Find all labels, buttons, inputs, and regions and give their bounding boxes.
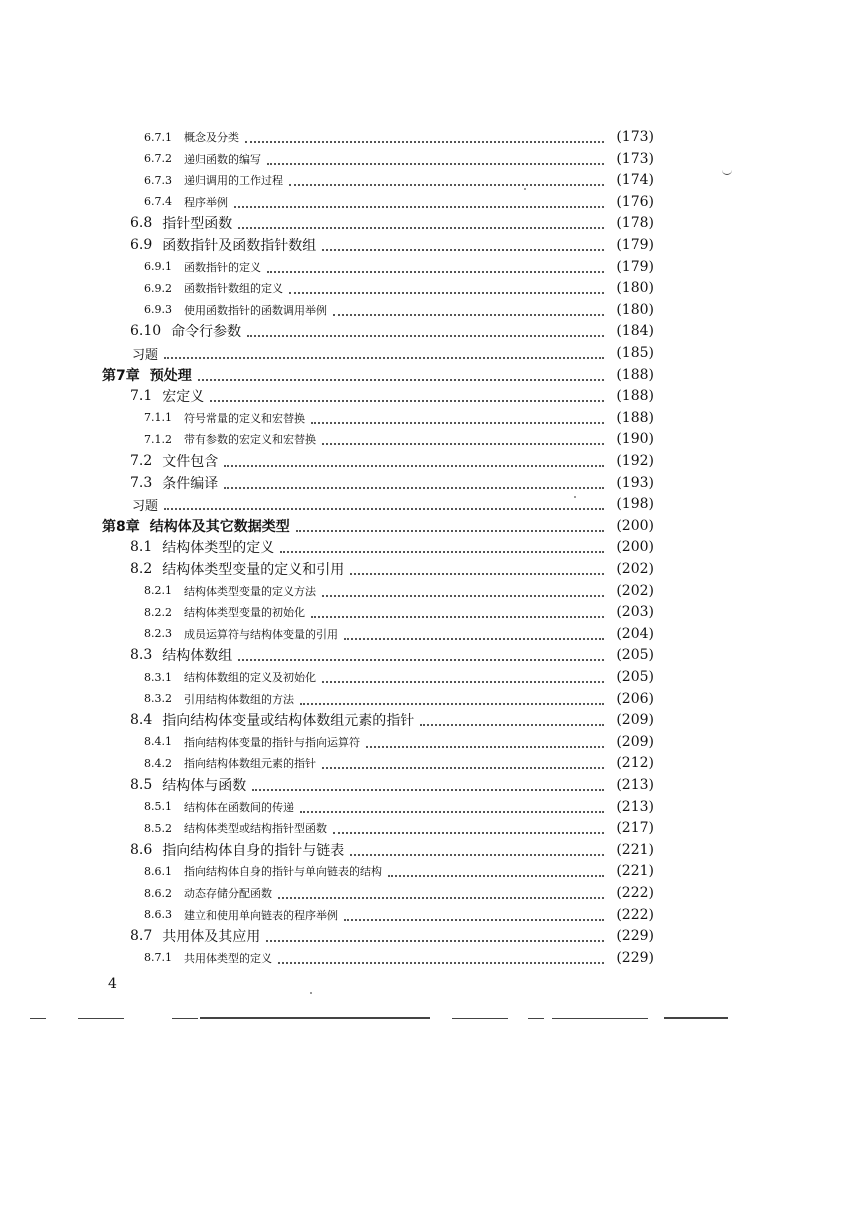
toc-entry-number: 8.6.1: [144, 864, 172, 878]
toc-entry: [0, 493, 860, 515]
toc-entry-title: 建立和使用单向链表的程序举例: [184, 908, 338, 922]
toc-entry-number: 8.7: [130, 928, 153, 945]
dot-leader: [245, 141, 604, 143]
toc-entry-number: 6.9.2: [144, 281, 172, 295]
toc-entry: [0, 774, 860, 796]
dot-leader: [322, 249, 604, 251]
toc-entry-page: (222): [616, 885, 654, 901]
toc-entry-page: (188): [616, 388, 654, 405]
dot-leader: [322, 595, 604, 597]
toc-entry-number: 8.5.2: [144, 821, 172, 835]
toc-entry-page: (229): [616, 949, 654, 966]
toc-entry: [0, 342, 860, 364]
toc-entry: [0, 839, 860, 861]
toc-entry-number: 6.7.4: [144, 195, 172, 209]
scan-line: [200, 1017, 430, 1019]
toc-entry: [0, 234, 860, 256]
toc-entry-page: (229): [616, 928, 654, 945]
scan-line: [78, 1018, 124, 1019]
toc-entry-page: (203): [616, 604, 654, 621]
toc-entry-number: 8.2.2: [144, 605, 172, 619]
dot-leader: [164, 508, 604, 510]
toc-entry-page: (206): [616, 690, 654, 707]
toc-entry-page: (185): [616, 345, 654, 361]
toc-entry-number: 8.4: [130, 712, 153, 729]
toc-entry-number: 7.2: [130, 453, 153, 469]
toc-entry-title: 递归函数的编写: [184, 152, 261, 166]
toc-entry-page: (205): [616, 669, 654, 685]
toc-entry: [0, 191, 860, 213]
toc-entry-page: (179): [616, 258, 654, 275]
toc-entry-number: 6.7.3: [144, 173, 172, 187]
dot-leader: [350, 573, 604, 575]
toc-entry-page: (188): [616, 409, 654, 426]
toc-entry: [0, 407, 860, 429]
toc-entry: [0, 536, 860, 558]
toc-entry-title: 指向结构体自身的指针与单向链表的结构: [184, 865, 382, 879]
toc-entry-page: (190): [616, 431, 654, 448]
toc-entry-page: (193): [616, 474, 654, 491]
toc-entry: [0, 212, 860, 234]
toc-entry-page: (178): [616, 215, 654, 232]
toc-entry-page: (180): [616, 280, 654, 297]
toc-entry-page: (173): [616, 129, 654, 145]
toc-entry-page: (179): [616, 237, 654, 253]
dot-leader: [266, 940, 604, 942]
dot-leader: [300, 811, 604, 813]
toc-entry-number: 8.3.1: [144, 670, 172, 684]
toc-entry-page: (221): [616, 863, 654, 880]
toc-entry-title: 指向结构体数组元素的指针: [184, 757, 316, 771]
toc-entry-number: 7.1.2: [144, 432, 172, 446]
dot-leader: [267, 271, 604, 273]
toc-entry: [0, 472, 860, 494]
toc-entry-page: (200): [616, 539, 654, 556]
toc-entry-number: 8.2.1: [144, 584, 172, 598]
toc-entry-page: (222): [616, 906, 654, 923]
toc-entry-title: 动态存储分配函数: [184, 887, 272, 900]
toc-entry-page: (221): [616, 841, 654, 858]
toc-entry-number: 第7章: [102, 367, 140, 384]
toc-entry: [0, 558, 860, 580]
toc-entry-title: 函数指针的定义: [184, 260, 261, 274]
toc-entry-page: (180): [616, 301, 654, 318]
scan-line: [664, 1017, 728, 1019]
toc-entry-title: 递归调用的工作过程: [184, 174, 283, 188]
toc-entry-title: 结构体类型变量的初始化: [184, 606, 305, 620]
toc-entry-number: 8.4.2: [144, 756, 172, 770]
toc-entry-page: (209): [616, 733, 654, 750]
toc-entry-title: 结构体类型变量的定义方法: [184, 584, 316, 598]
toc-entry-number: 6.7.2: [144, 152, 172, 166]
toc-entry-page: (202): [616, 582, 654, 599]
dot-leader: [344, 638, 604, 640]
toc-entry-number: 7.1: [130, 388, 153, 405]
toc-entry-number: 6.9.3: [144, 303, 172, 317]
toc-entry-number: 6.9.1: [144, 260, 172, 274]
toc-entry-title: 结构体及其它数据类型: [149, 518, 290, 535]
toc-entry-number: 8.6.2: [144, 886, 172, 900]
toc-entry: [0, 601, 860, 623]
toc-entry-number: 7.1.1: [144, 411, 172, 425]
toc-entry-page: (174): [616, 172, 654, 189]
scan-speck: [574, 496, 576, 498]
toc-entry-page: (176): [616, 193, 654, 210]
toc-entry-title: 共用体类型的定义: [184, 951, 272, 965]
toc-entry-number: 6.9: [130, 237, 153, 253]
toc-entry-title: 条件编译: [162, 475, 219, 492]
toc-entry-title: 成员运算符与结构体变量的引用: [184, 627, 338, 641]
toc-entry-title: 共用体及其应用: [162, 929, 261, 946]
dot-leader: [289, 184, 604, 186]
dot-leader: [322, 767, 604, 769]
toc-entry: [0, 364, 860, 386]
dot-leader: [252, 789, 604, 791]
toc-entry-page: (217): [616, 820, 654, 837]
scan-line: [452, 1018, 508, 1019]
toc-entry-title: 指向结构体变量或结构体数组元素的指针: [162, 713, 415, 730]
dot-leader: [247, 335, 604, 337]
toc-entry-number: 8.1: [130, 539, 153, 556]
toc-entry-page: (173): [616, 150, 654, 167]
toc-entry: [0, 796, 860, 818]
dot-leader: [296, 530, 604, 532]
toc-entry-title: 程序举例: [184, 195, 228, 209]
toc-entry: [0, 925, 860, 947]
toc-entry: [0, 320, 860, 342]
dot-leader: [267, 163, 604, 165]
dot-leader: [238, 659, 604, 661]
dot-leader: [322, 681, 604, 683]
dot-leader: [420, 724, 604, 726]
toc-entry: [0, 752, 860, 774]
toc-entry-title: 符号常量的定义和宏替换: [184, 411, 305, 425]
toc-entry-title: 习题: [132, 347, 159, 363]
scan-speck: [524, 188, 526, 190]
toc-entry: [0, 817, 860, 839]
toc-entry-number: 8.7.1: [144, 951, 172, 965]
toc-entry-title: 预处理: [149, 367, 192, 384]
toc-entry: [0, 580, 860, 602]
toc-entry: [0, 623, 860, 645]
dot-leader: [311, 616, 604, 618]
toc-entry-page: (188): [616, 366, 654, 383]
toc-entry-title: 结构体类型或结构指针型函数: [184, 822, 327, 836]
dot-leader: [366, 746, 604, 748]
dot-leader: [224, 487, 604, 489]
toc-entry: [0, 947, 860, 969]
dot-leader: [210, 400, 604, 402]
dot-leader: [300, 703, 604, 705]
toc-entry-number: 6.8: [130, 215, 153, 232]
toc-entry-title: 指向结构体变量的指针与指向运算符: [184, 735, 360, 749]
toc-entry-title: 指针型函数: [162, 216, 233, 233]
toc-entry-title: 函数指针及函数指针数组: [162, 238, 317, 254]
toc-entry-title: 结构体在函数间的传递: [184, 800, 294, 814]
toc-entry: [0, 385, 860, 407]
toc-entry: [0, 666, 860, 688]
toc-entry-title: 结构体数组的定义及初始化: [184, 671, 316, 684]
toc-entry-title: 结构体类型变量的定义和引用: [162, 562, 345, 578]
dot-leader: [224, 465, 604, 467]
toc-entry-title: 带有参数的宏定义和宏替换: [184, 433, 316, 447]
toc-entry: [0, 299, 860, 321]
toc-entry-page: (198): [616, 496, 654, 513]
toc-entry: [0, 515, 860, 537]
toc-entry: [0, 428, 860, 450]
toc-entry-title: 结构体数组: [162, 648, 233, 665]
toc-entry-title: 习题: [132, 498, 159, 514]
toc-entry-title: 使用函数指针的函数调用举例: [184, 303, 327, 317]
toc-entry-number: 7.3: [130, 474, 153, 491]
dot-leader: [234, 206, 604, 208]
dot-leader: [164, 357, 604, 359]
toc-entry: [0, 688, 860, 710]
toc-entry: [0, 904, 860, 926]
toc-entry-page: (204): [616, 625, 654, 642]
toc-entry-title: 文件包含: [162, 454, 219, 470]
toc-entry: [0, 256, 860, 278]
toc-entry-number: 6.10: [130, 323, 162, 340]
toc-entry-title: 结构体与函数: [162, 778, 247, 794]
scan-line: [528, 1018, 544, 1019]
toc-entry-title: 引用结构体数组的方法: [184, 692, 294, 706]
toc-entry-title: 函数指针数组的定义: [184, 282, 283, 296]
toc-entry-page: (192): [616, 453, 654, 469]
toc-entry-page: (212): [616, 755, 654, 772]
toc-entry: [0, 644, 860, 666]
toc-entry-page: (213): [616, 798, 654, 815]
dot-leader: [238, 227, 604, 229]
toc-entry-page: (200): [616, 517, 654, 534]
toc-entry: [0, 882, 860, 904]
dot-leader: [344, 919, 604, 921]
toc-entry-title: 概念及分类: [184, 131, 239, 144]
toc-entry-number: 8.3: [130, 647, 153, 664]
toc-entry-number: 8.2.3: [144, 627, 172, 641]
dot-leader: [198, 379, 604, 381]
dot-leader: [333, 832, 604, 834]
toc-entry-title: 命令行参数: [171, 324, 242, 341]
page-number: 4: [108, 976, 117, 992]
toc-entry: [0, 277, 860, 299]
toc-entry: [0, 148, 860, 170]
toc-entry-number: 8.5: [130, 777, 153, 793]
dot-leader: [388, 875, 604, 877]
toc-entry-title: 宏定义: [162, 389, 205, 406]
toc-entry-number: 8.6: [130, 841, 153, 858]
toc-entry-page: (205): [616, 647, 654, 664]
toc-entry: [0, 709, 860, 731]
toc-entry-number: 8.5.1: [144, 800, 172, 814]
dot-leader: [278, 897, 604, 899]
dot-leader: [333, 314, 604, 316]
toc-entry: [0, 126, 860, 148]
toc-entry-page: (209): [616, 712, 654, 729]
toc-entry-number: 6.7.1: [144, 130, 172, 144]
dot-leader: [311, 422, 604, 424]
scan-speck: [310, 992, 312, 994]
dot-leader: [289, 292, 604, 294]
toc-entry: [0, 450, 860, 472]
toc-entry-number: 8.4.1: [144, 735, 172, 749]
toc-entry: [0, 860, 860, 882]
toc-entry-number: 8.2: [130, 561, 153, 577]
toc-entry-title: 结构体类型的定义: [162, 540, 275, 557]
toc-entry-page: (213): [616, 777, 654, 793]
dot-leader: [350, 854, 604, 856]
toc-entry-page: (202): [616, 561, 654, 577]
toc-entry-number: 第8章: [102, 518, 140, 535]
toc-entry-title: 指向结构体自身的指针与链表: [162, 842, 345, 859]
scan-line: [30, 1018, 46, 1019]
dot-leader: [322, 443, 604, 445]
toc-entry: [0, 731, 860, 753]
scan-line: [552, 1018, 648, 1019]
toc-entry-number: 8.3.2: [144, 692, 172, 706]
scan-line: [172, 1018, 198, 1019]
toc-entry-number: 8.6.3: [144, 908, 172, 922]
dot-leader: [280, 551, 604, 553]
dot-leader: [278, 962, 604, 964]
toc-entry-page: (184): [616, 323, 654, 340]
